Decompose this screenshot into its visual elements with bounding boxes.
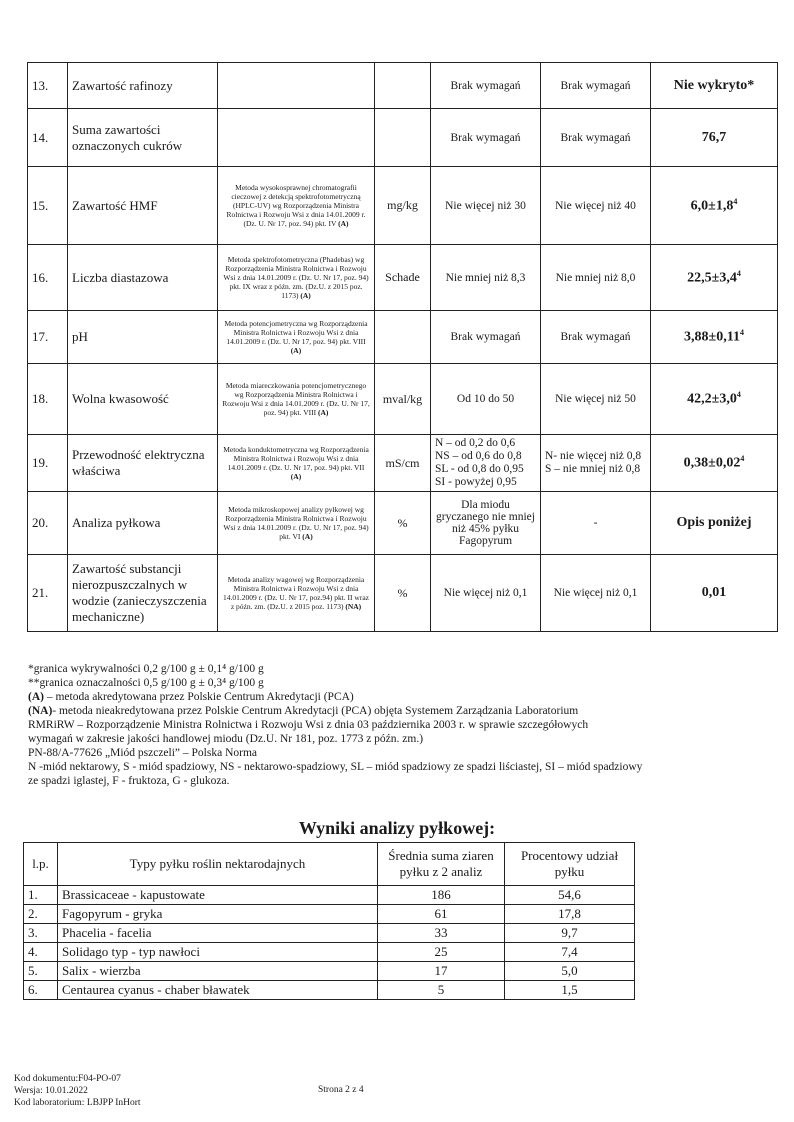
requirement-pn-text: Brak wymagań: [560, 131, 631, 144]
row-number: [28, 364, 68, 435]
uncertainty-superscript: 4: [733, 196, 738, 206]
footer-doc-code: Kod dokumentu:F04-PO-07: [14, 1074, 121, 1084]
pollen-type: Fagopyrum - gryka: [58, 905, 378, 924]
requirement-pn: [541, 311, 651, 364]
pollen-type: Centaurea cyanus - chaber bławatek: [58, 981, 378, 1000]
parameter-name-text: Zawartość HMF: [72, 197, 158, 213]
unit: [375, 311, 431, 364]
row-number-text: 14.: [32, 129, 49, 145]
row-number: [28, 311, 68, 364]
result-value: [651, 492, 778, 555]
pollen-percent: 1,5: [505, 981, 635, 1000]
accredited-flag: (A): [28, 691, 44, 703]
requirement-rmrirw: [431, 311, 541, 364]
row-number: [28, 492, 68, 555]
uncertainty-superscript: 4: [736, 268, 741, 278]
requirement-pn-text: Nie więcej niż 0,1: [553, 587, 638, 599]
non-accredited-text: - metoda nieakredytowana przez Polskie Centrum Akredytacji (PCA) objęta Systemem Zarządzania Laboratorium: [52, 705, 579, 717]
row-number-text: 18.: [32, 391, 49, 406]
parameter-name: [68, 364, 218, 435]
row-number: [28, 63, 68, 109]
method-description: [218, 63, 375, 109]
result-value-text: 6,0±1,8: [690, 198, 734, 214]
notes-section: [28, 662, 768, 788]
unit-text: %: [397, 585, 408, 600]
non-accredited-flag: (NA): [28, 705, 53, 717]
uncertainty-superscript: 4: [739, 328, 744, 338]
note-accredited: [28, 690, 768, 704]
requirement-rmrirw-text: N – od 0,2 do 0,6 NS – od 0,6 do 0,8 SL - od 0,8 do 0,95 SI - powyżej 0,95: [435, 437, 524, 488]
quality-row: [28, 555, 778, 632]
result-value: [651, 364, 778, 435]
parameter-name-text: Suma zawartości oznaczonych cukrów: [72, 121, 183, 153]
requirement-rmrirw-text: Brak wymagań: [450, 79, 521, 92]
requirement-pn-text: Brak wymagań: [560, 331, 631, 343]
requirement-pn: [541, 435, 651, 492]
note-polish-norm: PN-88/A-77626 „Miód pszczeli” – Polska Norma: [28, 747, 258, 759]
unit: [375, 364, 431, 435]
quality-row: [28, 245, 778, 311]
result-value-text: Opis poniżej: [676, 515, 752, 530]
method-description: [218, 555, 375, 632]
row-number-text: 15.: [32, 197, 49, 213]
row-number-text: 19.: [32, 455, 49, 470]
quality-row: [28, 311, 778, 364]
note-rmrirw-cont: wymagań w zakresie jakości handlowej miodu (Dz.U. Nr 181, poz. 1773 z późn. zm.): [28, 733, 424, 745]
row-number-text: 20.: [32, 515, 49, 530]
method-description-text: Metoda analizy wagowej wg Rozporządzenia Ministra Rolnictwa i Rozwoju Wsi z dnia 14.01.2009 r. (Dz. U. Nr 17, poz.94) pkt. II wraz z późn. zm. (Dz.U. z 2015 poz. 1173): [222, 575, 369, 611]
pollen-analysis-title: Wyniki analizy pyłkowej:: [298, 818, 496, 838]
requirement-pn: [541, 555, 651, 632]
unit-text: %: [397, 515, 408, 530]
parameter-name: [68, 555, 218, 632]
pollen-row: [24, 943, 635, 962]
parameter-name-text: Zawartość substancji nierozpuszczalnych w wodzie (zanieczyszczenia mechaniczne): [72, 561, 207, 624]
pollen-type: Brassicaceae - kapustowate: [58, 886, 378, 905]
requirement-rmrirw: [431, 167, 541, 245]
quality-row: [28, 435, 778, 492]
parameter-name-text: Zawartość rafinozy: [72, 77, 173, 93]
result-value: [651, 167, 778, 245]
method-description-text: Metoda potencjometryczna wg Rozporządzenia Ministra Rolnictwa i Rozwoju Wsi z dnia 14.01.2009 r. (Dz. U. Nr 17, poz. 94) pkt. VIII: [224, 319, 368, 346]
footer-version: Wersja: 10.01.2022: [14, 1086, 88, 1096]
row-number-text: 17.: [32, 329, 49, 344]
unit: [375, 245, 431, 311]
requirement-pn-text: Nie więcej niż 50: [555, 393, 636, 405]
uncertainty-superscript: 4: [736, 390, 741, 400]
pollen-row-number: 1.: [24, 886, 58, 905]
footer-lab-code: Kod laboratorium: LBJPP InHort: [14, 1098, 141, 1108]
row-number: [28, 435, 68, 492]
quality-row: [28, 109, 778, 167]
pollen-percent: 5,0: [505, 962, 635, 981]
parameter-name-text: Wolna kwasowość: [72, 391, 169, 406]
accredited-text: – metoda akredytowana przez Polskie Centrum Akredytacji (PCA): [43, 691, 354, 703]
note-detection-limit: *granica wykrywalności 0,2 g/100 g ± 0,1⁴ g/100 g: [28, 663, 264, 675]
result-value: [651, 555, 778, 632]
pollen-header-name: Typy pyłku roślin nektarodajnych: [58, 843, 378, 886]
parameter-name: [68, 245, 218, 311]
method-accreditation-flag: (A): [302, 532, 313, 541]
row-number-text: 13.: [32, 77, 49, 93]
note-quantification-limit: **granica oznaczalności 0,5 g/100 g ± 0,3⁴ g/100 g: [28, 677, 264, 689]
result-value: [651, 245, 778, 311]
row-number: [28, 109, 68, 167]
unit: [375, 435, 431, 492]
parameter-name: [68, 311, 218, 364]
requirement-rmrirw-text: Dla miodu gryczanego nie mniej niż 45% pyłku Fagopyrum: [436, 499, 535, 547]
parameter-name-text: Liczba diastazowa: [72, 269, 169, 285]
method-description-text: Metoda miareczkowania potencjometrycznego wg Rozporządzenia Ministra Rolnictwa i Rozwoju Wsi z dnia 14.01.2009 r. (Dz. U. Nr 17, poz. 94) pkt. VIII: [222, 381, 370, 417]
quality-results-table: [27, 62, 778, 632]
requirement-rmrirw-text: Od 10 do 50: [456, 393, 515, 405]
pollen-percent: 54,6: [505, 886, 635, 905]
method-description-text: Metoda wysokosprawnej chromatografii cieczowej z detekcją spektrofotometryczną (HPLC-UV) wg Rozporządzenia Ministra Rolnictwa i Rozwoju Wsi z dnia 14.01.2009 r. (Dz. U. Nr 17, poz. 94) pkt. IV: [226, 183, 366, 228]
parameter-name: [68, 435, 218, 492]
result-value-text: 76,7: [701, 129, 727, 145]
requirement-pn-text: -: [593, 517, 598, 529]
pollen-analysis-table: [23, 842, 635, 1000]
unit: [375, 109, 431, 167]
unit: [375, 492, 431, 555]
method-description: [218, 167, 375, 245]
method-description: [218, 311, 375, 364]
requirement-rmrirw: [431, 63, 541, 109]
requirement-pn: [541, 63, 651, 109]
requirement-rmrirw: [431, 435, 541, 492]
parameter-name: [68, 167, 218, 245]
requirement-pn: [541, 245, 651, 311]
unit: [375, 555, 431, 632]
requirement-pn-text: Nie mniej niż 8,0: [555, 271, 636, 284]
parameter-name: [68, 109, 218, 167]
footer-page-number: Strona 2 z 4: [318, 1085, 364, 1095]
pollen-count: 33: [378, 924, 505, 943]
pollen-count: 186: [378, 886, 505, 905]
result-value-text: Nie wykryto*: [673, 77, 755, 93]
requirement-rmrirw-text: Nie mniej niż 8,3: [445, 271, 526, 284]
result-value: [651, 109, 778, 167]
requirement-pn: [541, 109, 651, 167]
requirement-rmrirw: [431, 555, 541, 632]
result-value-text: 22,5±3,4: [687, 270, 737, 286]
quality-row: [28, 63, 778, 109]
pollen-row-number: 5.: [24, 962, 58, 981]
requirement-rmrirw: [431, 492, 541, 555]
method-description: [218, 435, 375, 492]
pollen-count: 5: [378, 981, 505, 1000]
pollen-percent: 7,4: [505, 943, 635, 962]
pollen-row-number: 4.: [24, 943, 58, 962]
document-footer: [14, 1073, 141, 1109]
result-value-text: 3,88±0,11: [684, 329, 740, 345]
pollen-type: Phacelia - facelia: [58, 924, 378, 943]
requirement-rmrirw: [431, 109, 541, 167]
pollen-row: [24, 981, 635, 1000]
result-value: [651, 435, 778, 492]
method-description: [218, 492, 375, 555]
note-abbreviations: N -miód nektarowy, S - miód spadziowy, NS - nektarowo-spadziowy, SL – miód spadziowy ze spadzi liściastej, SI – miód spadziowy: [28, 761, 643, 773]
requirement-pn-text: Nie więcej niż 40: [555, 199, 636, 212]
pollen-header-no: l.p.: [24, 843, 58, 886]
method-description-text: Metoda spektrofotometryczna (Phadebas) wg Rozporządzenia Ministra Rolnictwa i Rozwoju Wsi z dnia 14.01.2009 r. (Dz. U. Nr 17, poz. 94) pkt. IX wraz z późn. zm. (Dz.U. z 2015 poz. 1173): [223, 255, 369, 300]
requirement-pn-text: Brak wymagań: [560, 79, 631, 92]
unit: [375, 167, 431, 245]
parameter-name-text: Przewodność elektryczna właściwa: [72, 447, 205, 478]
requirement-rmrirw-text: Nie więcej niż 0,1: [443, 587, 528, 599]
method-accreditation-flag: (A): [300, 291, 311, 300]
requirement-pn: [541, 167, 651, 245]
parameter-name-text: Analiza pyłkowa: [72, 515, 161, 530]
row-number: [28, 245, 68, 311]
pollen-header-pct: Procentowy udział pyłku: [505, 843, 635, 886]
requirement-rmrirw-text: Brak wymagań: [450, 131, 521, 144]
parameter-name: [68, 63, 218, 109]
pollen-row: [24, 924, 635, 943]
row-number: [28, 167, 68, 245]
method-description: [218, 364, 375, 435]
requirement-rmrirw-text: Brak wymagań: [450, 331, 521, 343]
unit-text: mg/kg: [387, 198, 418, 212]
method-accreditation-flag: (A): [290, 346, 302, 355]
parameter-name-text: pH: [72, 329, 88, 344]
requirement-rmrirw: [431, 245, 541, 311]
quality-row: [28, 364, 778, 435]
method-description: [218, 109, 375, 167]
quality-row: [28, 167, 778, 245]
row-number-text: 16.: [32, 269, 49, 285]
row-number: [28, 555, 68, 632]
row-number-text: 21.: [32, 585, 49, 600]
method-accreditation-flag: (A): [338, 219, 349, 228]
pollen-row-number: 6.: [24, 981, 58, 1000]
pollen-row: [24, 886, 635, 905]
pollen-count: 61: [378, 905, 505, 924]
method-accreditation-flag: (A): [290, 472, 302, 481]
parameter-name: [68, 492, 218, 555]
pollen-row-number: 2.: [24, 905, 58, 924]
pollen-header-count: Średnia suma ziaren pyłku z 2 analiz: [378, 843, 505, 886]
pollen-row: [24, 905, 635, 924]
requirement-rmrirw-text: Nie więcej niż 30: [445, 199, 526, 212]
requirement-pn-text: N- nie więcej niż 0,8 S – nie mniej niż 0,8: [545, 450, 642, 475]
result-value-text: 42,2±3,0: [687, 391, 737, 407]
result-value: [651, 63, 778, 109]
method-accreditation-flag: (NA): [345, 602, 362, 611]
note-non-accredited: [28, 704, 768, 718]
result-value-text: 0,01: [701, 585, 727, 600]
pollen-header-row: [24, 843, 635, 886]
unit-text: mS/cm: [385, 455, 420, 470]
pollen-count: 17: [378, 962, 505, 981]
uncertainty-superscript: 4: [740, 454, 745, 464]
method-description-text: Metoda mikroskopowej analizy pyłkowej wg Rozporządzenia Ministra Rolnictwa i Rozwoju Wsi z dnia 14.01.2009 r. (Dz. U. Nr 17, poz. 94) pkt. VI: [223, 505, 369, 541]
unit-text: mval/kg: [382, 391, 423, 406]
requirement-rmrirw: [431, 364, 541, 435]
result-value: [651, 311, 778, 364]
requirement-pn: [541, 492, 651, 555]
pollen-type: Solidago typ - typ nawłoci: [58, 943, 378, 962]
method-accreditation-flag: (A): [318, 408, 329, 417]
pollen-count: 25: [378, 943, 505, 962]
pollen-type: Salix - wierzba: [58, 962, 378, 981]
quality-row: [28, 492, 778, 555]
method-description: [218, 245, 375, 311]
pollen-row: [24, 962, 635, 981]
note-rmrirw: RMRiRW – Rozporządzenie Ministra Rolnictwa i Rozwoju Wsi z dnia 03 października 2003 r. w sprawie szczegółowych: [28, 719, 589, 731]
note-abbreviations-cont: ze spadzi iglastej, F - fruktoza, G - glukoza.: [28, 775, 230, 787]
pollen-percent: 9,7: [505, 924, 635, 943]
pollen-row-number: 3.: [24, 924, 58, 943]
unit: [375, 63, 431, 109]
requirement-pn: [541, 364, 651, 435]
method-description-text: Metoda konduktometryczna wg Rozporządzenia Ministra Rolnictwa i Rozwoju Wsi z dnia 14.01.2009 r. (Dz. U. Nr 17, poz. 94) pkt. VII: [223, 445, 369, 472]
unit-text: Schade: [385, 270, 420, 284]
result-value-text: 0,38±0,02: [683, 455, 741, 471]
pollen-percent: 17,8: [505, 905, 635, 924]
